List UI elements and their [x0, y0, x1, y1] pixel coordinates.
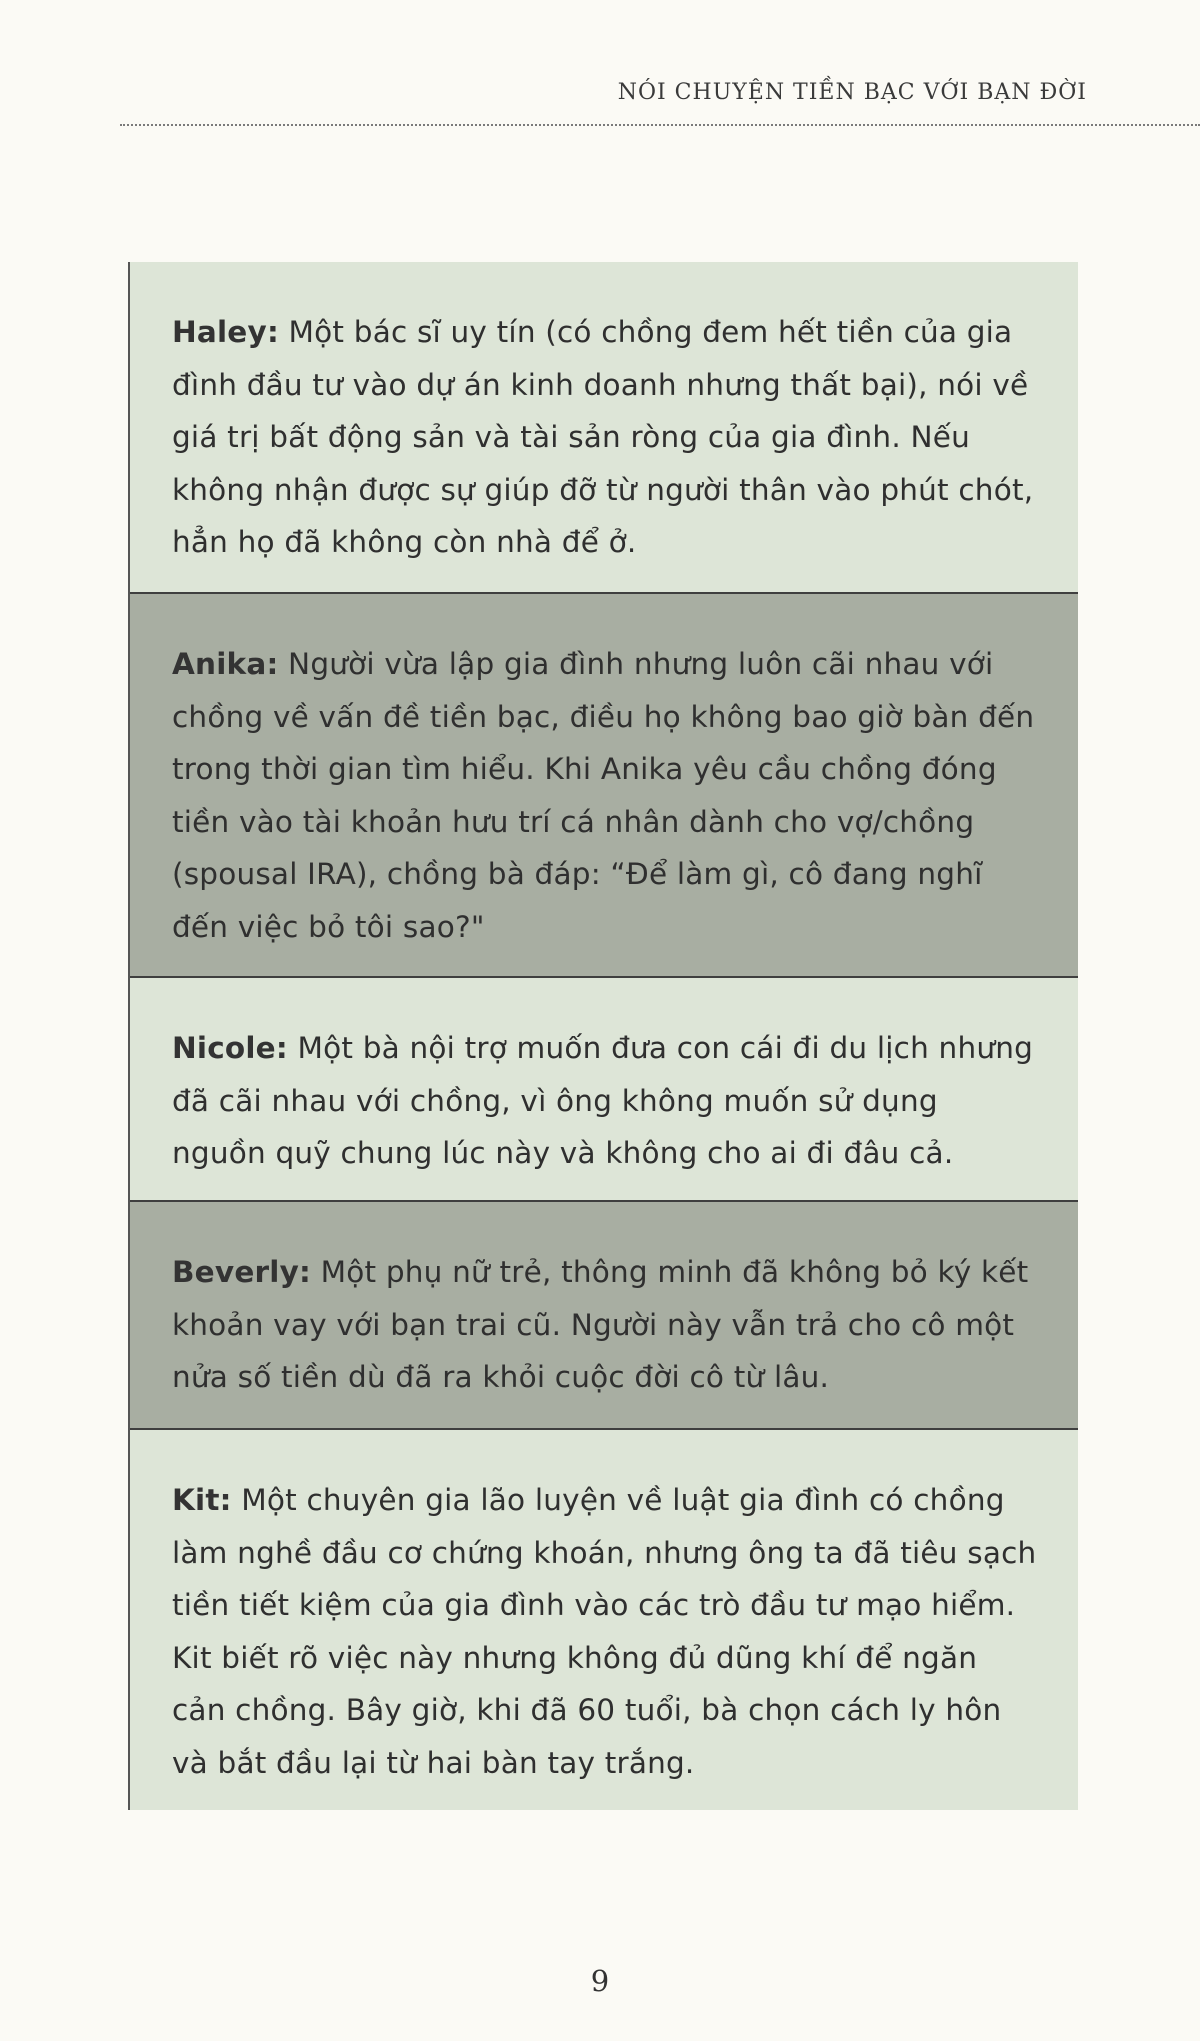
case-name: Nicole:	[172, 1031, 288, 1065]
case-name: Beverly:	[172, 1255, 312, 1289]
case-beverly	[130, 1202, 1078, 1430]
page-number: 9	[590, 1964, 610, 1998]
case-text: Một bác sĩ uy tín (có chồng đem hết tiền của gia đình đầu tư vào dự án kinh doanh nhưng thất bại), nói về giá trị bất động sản và tài sản ròng của gia đình. Nếu không nhận được sự giúp đỡ từ người thân vào phút chót, hẳn họ đã không còn nhà để ở.	[172, 315, 1034, 559]
case-text: Người vừa lập gia đình nhưng luôn cãi nhau với chồng về vấn đề tiền bạc, điều họ không bao giờ bàn đến trong thời gian tìm hiểu. Khi Anika yêu cầu chồng đóng tiền vào tài khoản hưu trí cá nhân dành cho vợ/chồng (spousal IRA), chồng bà đáp: “Để làm gì, cô đang nghĩ đến việc bỏ tôi sao?"	[172, 647, 1035, 944]
case-anika	[130, 594, 1078, 978]
case-name: Haley:	[172, 315, 279, 349]
header-rule	[120, 124, 1200, 126]
case-kit	[130, 1430, 1078, 1810]
case-text: Một phụ nữ trẻ, thông minh đã không bỏ ký kết khoản vay với bạn trai cũ. Người này vẫn trả cho cô một nửa số tiền dù đã ra khỏi cuộc đời cô từ lâu.	[172, 1255, 1029, 1394]
case-name: Anika:	[172, 647, 279, 681]
case-text: Một chuyên gia lão luyện về luật gia đình có chồng làm nghề đầu cơ chứng khoán, nhưng ông ta đã tiêu sạch tiền tiết kiệm của gia đình vào các trò đầu tư mạo hiểm. Kit biết rõ việc này nhưng không đủ dũng khí để ngăn cản chồng. Bây giờ, khi đã 60 tuổi, bà chọn cách ly hôn và bắt đầu lại từ hai bàn tay trắng.	[172, 1483, 1037, 1780]
running-header: NÓI CHUYỆN TIỀN BẠC VỚI BẠN ĐỜI	[617, 80, 1087, 105]
case-text: Một bà nội trợ muốn đưa con cái đi du lịch nhưng đã cãi nhau với chồng, vì ông không muốn sử dụng nguồn quỹ chung lúc này và không cho ai đi đâu cả.	[172, 1031, 1034, 1170]
case-nicole	[130, 978, 1078, 1202]
case-haley	[130, 262, 1078, 594]
case-list	[128, 262, 1078, 1810]
case-name: Kit:	[172, 1483, 232, 1517]
